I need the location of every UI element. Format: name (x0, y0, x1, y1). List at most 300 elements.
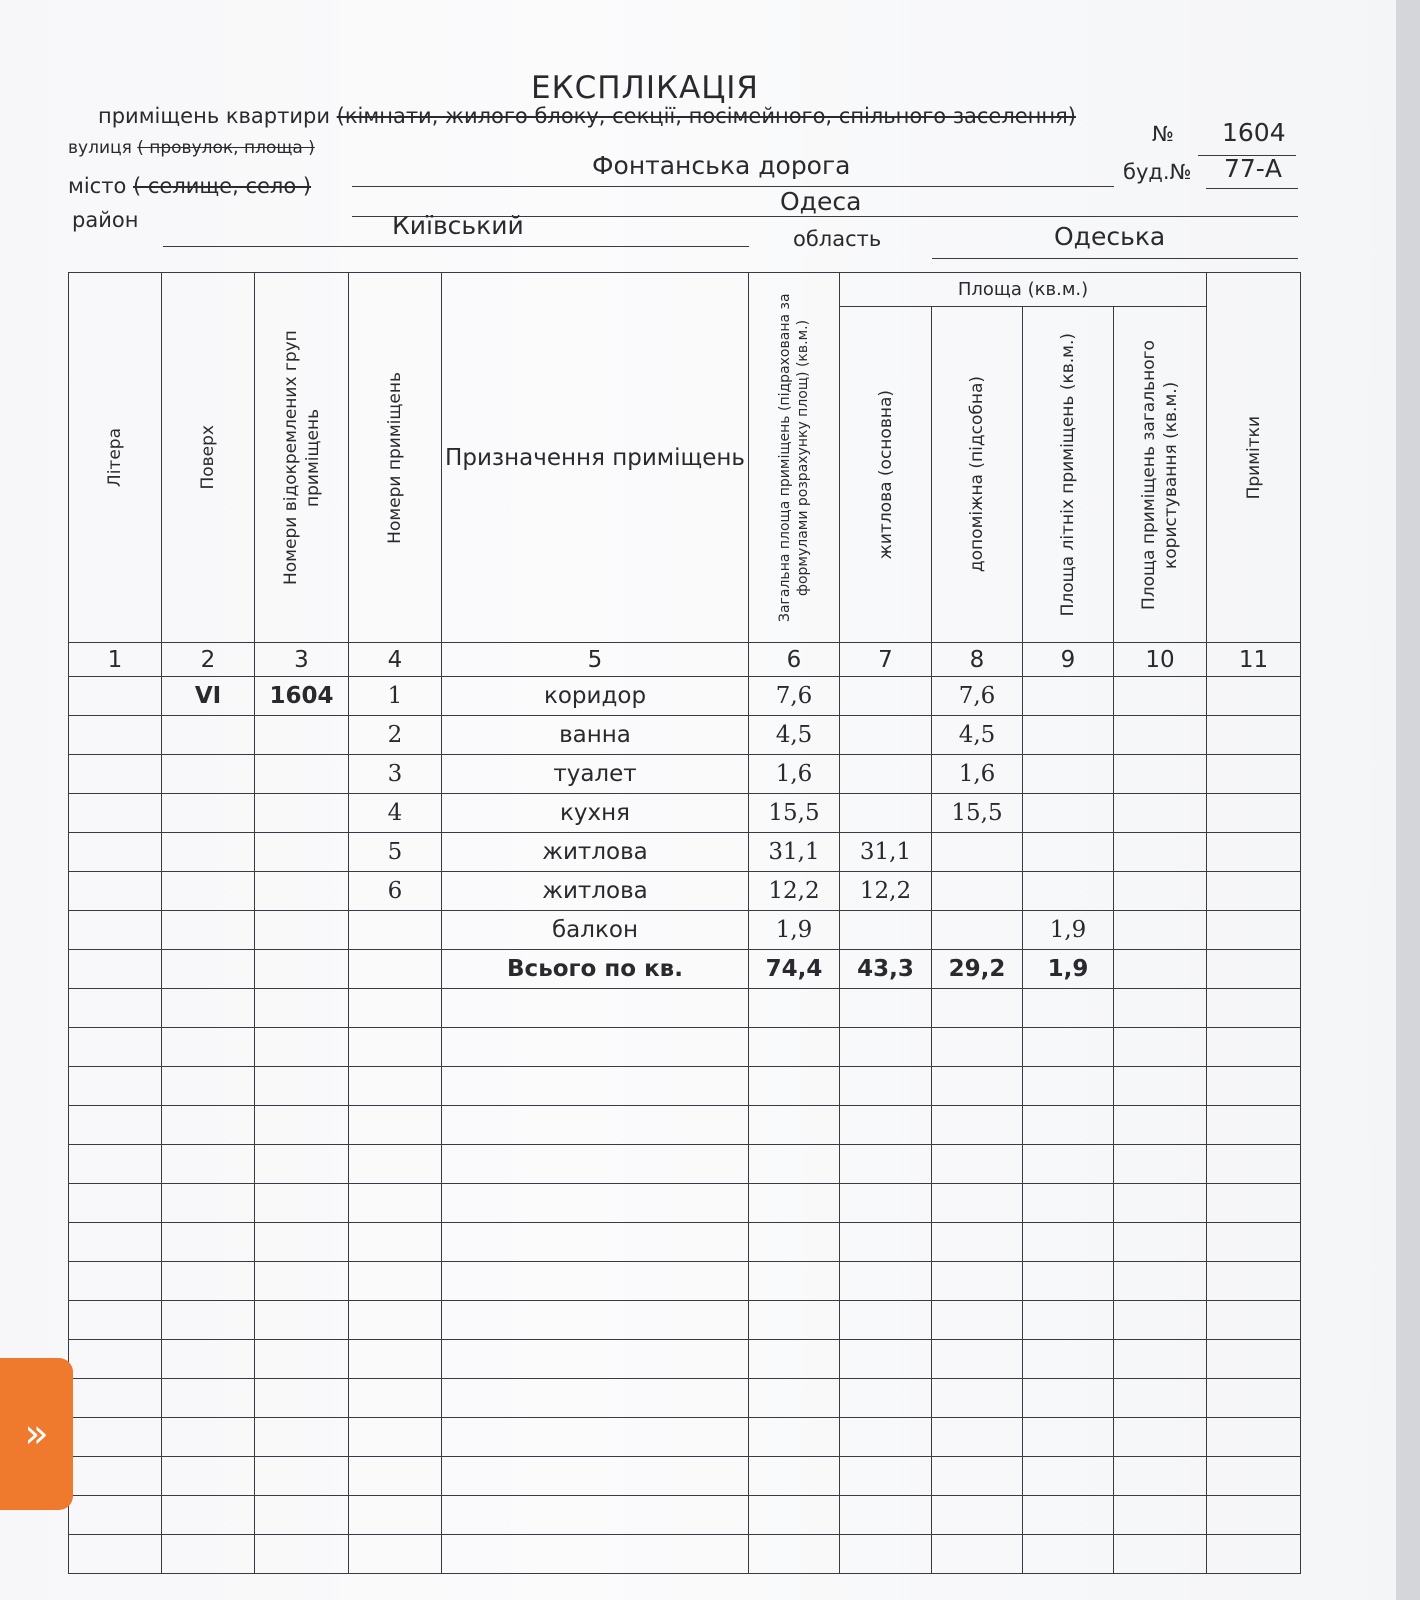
cell-auxiliary-area: 4,5 (932, 716, 1023, 755)
cell-common-area (1114, 716, 1207, 755)
header-common-area (1114, 307, 1207, 643)
region-line (932, 258, 1298, 259)
cell-summer-area: 1,9 (1023, 911, 1114, 950)
cell-floor (162, 911, 255, 950)
header-total-area-text: Загальна площа приміщень (підрахована за формулами розрахунку площ) (кв.м.) (777, 293, 811, 622)
empty-cell (442, 989, 749, 1028)
header-auxiliary-area (932, 307, 1023, 643)
cell-auxiliary-area: 7,6 (932, 677, 1023, 716)
building-number: 77-А (1224, 154, 1282, 183)
empty-cell (442, 1340, 749, 1379)
empty-cell (749, 1379, 840, 1418)
empty-cell (442, 1184, 749, 1223)
empty-cell (840, 1184, 932, 1223)
cell-purpose: кухня (442, 794, 749, 833)
cell-notes (1207, 833, 1301, 872)
empty-cell (840, 1340, 932, 1379)
apartment-label-text: приміщень квартири (98, 104, 330, 128)
table-row (69, 833, 1301, 872)
empty-cell (749, 1496, 840, 1535)
cell-common-area (1114, 833, 1207, 872)
cell-room-number: 3 (349, 755, 442, 794)
cell-purpose: житлова (442, 872, 749, 911)
empty-cell (69, 1457, 162, 1496)
empty-cell (1023, 1301, 1114, 1340)
empty-row (69, 1145, 1301, 1184)
cell-room-number: 1 (349, 677, 442, 716)
empty-cell (162, 1496, 255, 1535)
empty-cell (1207, 1184, 1301, 1223)
cell-total-area: 1,9 (749, 911, 840, 950)
empty-cell (162, 1457, 255, 1496)
cell-auxiliary-area (932, 911, 1023, 950)
empty-cell (442, 1145, 749, 1184)
cell-total-area: 4,5 (749, 716, 840, 755)
cell-auxiliary-area: 1,6 (932, 755, 1023, 794)
column-number: 11 (1207, 643, 1301, 677)
empty-cell (69, 1379, 162, 1418)
empty-cell (840, 1106, 932, 1145)
empty-cell (162, 1106, 255, 1145)
empty-cell (840, 1067, 932, 1106)
empty-cell (1207, 1145, 1301, 1184)
cell-litera (69, 833, 162, 872)
cell-living-area (840, 911, 932, 950)
empty-cell (1114, 1379, 1207, 1418)
empty-cell (932, 1184, 1023, 1223)
empty-cell (932, 1457, 1023, 1496)
empty-cell (442, 1262, 749, 1301)
cell-litera (69, 911, 162, 950)
empty-cell (69, 1145, 162, 1184)
empty-cell (932, 1379, 1023, 1418)
page-edge (1396, 0, 1420, 1600)
cell-litera (69, 755, 162, 794)
empty-row (69, 1301, 1301, 1340)
empty-row (69, 1184, 1301, 1223)
cell-group-number (255, 794, 349, 833)
cell-total-area: 74,4 (749, 950, 840, 989)
empty-row (69, 1379, 1301, 1418)
empty-cell (69, 1262, 162, 1301)
empty-cell (162, 1262, 255, 1301)
empty-cell (932, 1145, 1023, 1184)
cell-group-number (255, 950, 349, 989)
empty-cell (749, 1262, 840, 1301)
cell-room-number: 4 (349, 794, 442, 833)
cell-notes (1207, 755, 1301, 794)
empty-cell (69, 1301, 162, 1340)
empty-cell (932, 1535, 1023, 1574)
cell-living-area (840, 677, 932, 716)
street-label (68, 138, 315, 158)
empty-cell (1114, 1340, 1207, 1379)
header-auxiliary-area-text: допоміжна (підсобна) (967, 376, 987, 573)
empty-cell (840, 1262, 932, 1301)
header-living-area-text: житлова (основна) (875, 389, 896, 560)
cell-living-area (840, 755, 932, 794)
cell-summer-area (1023, 677, 1114, 716)
empty-cell (255, 989, 349, 1028)
cell-purpose: балкон (442, 911, 749, 950)
empty-row (69, 1223, 1301, 1262)
empty-cell (840, 1028, 932, 1067)
empty-cell (162, 1340, 255, 1379)
document-title: ЕКСПЛІКАЦІЯ (531, 70, 759, 106)
empty-cell (932, 1106, 1023, 1145)
empty-cell (255, 1067, 349, 1106)
empty-cell (749, 1418, 840, 1457)
column-number: 3 (255, 643, 349, 677)
empty-cell (1114, 989, 1207, 1028)
empty-row (69, 1028, 1301, 1067)
empty-cell (349, 1184, 442, 1223)
header-summer-area (1023, 307, 1114, 643)
cell-notes (1207, 911, 1301, 950)
cell-common-area (1114, 950, 1207, 989)
empty-cell (749, 989, 840, 1028)
empty-cell (255, 1106, 349, 1145)
empty-cell (349, 1301, 442, 1340)
cell-group-number (255, 872, 349, 911)
empty-cell (69, 1067, 162, 1106)
empty-cell (349, 1106, 442, 1145)
cell-living-area (840, 794, 932, 833)
empty-cell (349, 1535, 442, 1574)
empty-cell (255, 1457, 349, 1496)
empty-cell (932, 1028, 1023, 1067)
table-row (69, 677, 1301, 716)
empty-cell (1023, 1106, 1114, 1145)
empty-cell (255, 1184, 349, 1223)
empty-cell (1207, 1535, 1301, 1574)
empty-cell (69, 1223, 162, 1262)
empty-cell (349, 1457, 442, 1496)
cell-notes (1207, 677, 1301, 716)
street-type-struck: ( провулок, площа ) (137, 138, 315, 158)
table-row (69, 716, 1301, 755)
column-number: 1 (69, 643, 162, 677)
empty-cell (1023, 1262, 1114, 1301)
empty-cell (349, 1496, 442, 1535)
header-litera (69, 273, 162, 643)
empty-cell (932, 1301, 1023, 1340)
cell-floor (162, 716, 255, 755)
cell-total-area: 7,6 (749, 677, 840, 716)
empty-cell (69, 989, 162, 1028)
empty-cell (349, 1340, 442, 1379)
cell-notes (1207, 872, 1301, 911)
column-number: 6 (749, 643, 840, 677)
cell-floor (162, 794, 255, 833)
empty-cell (1023, 1379, 1114, 1418)
cell-auxiliary-area: 15,5 (932, 794, 1023, 833)
empty-cell (255, 1028, 349, 1067)
empty-cell (932, 1067, 1023, 1106)
empty-cell (749, 1145, 840, 1184)
empty-cell (1114, 1145, 1207, 1184)
column-number: 7 (840, 643, 932, 677)
empty-row (69, 1340, 1301, 1379)
empty-cell (162, 1028, 255, 1067)
empty-cell (932, 1262, 1023, 1301)
empty-cell (1207, 1418, 1301, 1457)
cell-floor (162, 872, 255, 911)
empty-cell (1207, 1028, 1301, 1067)
empty-cell (1023, 1457, 1114, 1496)
empty-cell (69, 1535, 162, 1574)
column-number-row (69, 643, 1301, 677)
empty-cell (932, 989, 1023, 1028)
empty-row (69, 989, 1301, 1028)
header-total-area (749, 273, 840, 643)
empty-cell (442, 1106, 749, 1145)
empty-cell (255, 1262, 349, 1301)
empty-row (69, 1457, 1301, 1496)
street-value: Фонтанська дорога (592, 151, 851, 180)
cell-group-number (255, 716, 349, 755)
column-number: 9 (1023, 643, 1114, 677)
cell-room-number (349, 950, 442, 989)
empty-cell (1023, 1067, 1114, 1106)
cell-litera (69, 716, 162, 755)
empty-cell (749, 1223, 840, 1262)
empty-cell (442, 1301, 749, 1340)
empty-cell (162, 1418, 255, 1457)
cell-floor (162, 833, 255, 872)
empty-cell (1114, 1028, 1207, 1067)
empty-cell (749, 1457, 840, 1496)
empty-cell (1114, 1535, 1207, 1574)
empty-cell (255, 1145, 349, 1184)
empty-cell (69, 1106, 162, 1145)
empty-cell (162, 1067, 255, 1106)
empty-cell (162, 989, 255, 1028)
empty-cell (442, 1067, 749, 1106)
empty-cell (840, 989, 932, 1028)
cell-summer-area (1023, 755, 1114, 794)
empty-cell (69, 1496, 162, 1535)
empty-cell (255, 1496, 349, 1535)
empty-cell (162, 1145, 255, 1184)
header-room-numbers (349, 273, 442, 643)
empty-cell (349, 989, 442, 1028)
empty-cell (1207, 989, 1301, 1028)
cell-litera (69, 872, 162, 911)
column-number: 10 (1114, 643, 1207, 677)
cell-common-area (1114, 794, 1207, 833)
empty-cell (1114, 1262, 1207, 1301)
cell-group-number (255, 833, 349, 872)
empty-cell (1207, 1262, 1301, 1301)
empty-cell (442, 1418, 749, 1457)
empty-cell (442, 1223, 749, 1262)
street-label-text: вулиця (68, 138, 132, 158)
empty-cell (1114, 1184, 1207, 1223)
total-row (69, 950, 1301, 989)
empty-cell (1023, 1145, 1114, 1184)
city-type-struck: ( селище, село ) (133, 174, 312, 198)
cell-notes (1207, 794, 1301, 833)
empty-cell (932, 1496, 1023, 1535)
empty-cell (162, 1184, 255, 1223)
empty-cell (840, 1535, 932, 1574)
header-area-group: Площа (кв.м.) (840, 273, 1207, 307)
header-notes (1207, 273, 1301, 643)
empty-cell (1207, 1106, 1301, 1145)
empty-cell (1114, 1496, 1207, 1535)
cell-common-area (1114, 872, 1207, 911)
header-floor (162, 273, 255, 643)
header-litera-text: Літера (105, 427, 125, 488)
empty-row (69, 1496, 1301, 1535)
cell-common-area (1114, 677, 1207, 716)
empty-cell (749, 1106, 840, 1145)
empty-cell (349, 1067, 442, 1106)
apartment-type-struck: (кімнати, жилого блоку, секції, посімейного, спільного заселення) (336, 104, 1076, 128)
cell-auxiliary-area (932, 872, 1023, 911)
city-label (68, 174, 311, 198)
cell-total-area: 15,5 (749, 794, 840, 833)
empty-cell (162, 1301, 255, 1340)
empty-cell (349, 1418, 442, 1457)
empty-cell (1114, 1418, 1207, 1457)
column-number: 8 (932, 643, 1023, 677)
cell-summer-area (1023, 833, 1114, 872)
empty-cell (749, 1340, 840, 1379)
empty-cell (1207, 1379, 1301, 1418)
empty-cell (749, 1301, 840, 1340)
header-common-area-text: Площа приміщень загального користування (кв.м.) (1139, 339, 1181, 610)
district-label: район (72, 208, 139, 232)
empty-cell (932, 1340, 1023, 1379)
empty-row (69, 1535, 1301, 1574)
header-floor-text: Поверх (198, 425, 218, 490)
building-line (1206, 188, 1298, 189)
street-line (352, 186, 1114, 187)
explication-table (68, 272, 1301, 1574)
empty-cell (349, 1145, 442, 1184)
cell-floor (162, 950, 255, 989)
empty-cell (442, 1379, 749, 1418)
column-number: 4 (349, 643, 442, 677)
cell-purpose: Всього по кв. (442, 950, 749, 989)
empty-cell (1023, 1028, 1114, 1067)
district-value: Київський (392, 211, 524, 240)
header-group-numbers (255, 273, 349, 643)
cell-group-number (255, 755, 349, 794)
header-summer-area-text: Площа літніх приміщень (кв.м.) (1058, 332, 1078, 617)
empty-cell (1114, 1106, 1207, 1145)
empty-row (69, 1262, 1301, 1301)
empty-cell (69, 1184, 162, 1223)
empty-cell (1207, 1340, 1301, 1379)
column-number: 5 (442, 643, 749, 677)
cell-living-area (840, 716, 932, 755)
empty-cell (1114, 1223, 1207, 1262)
cell-summer-area (1023, 794, 1114, 833)
empty-cell (442, 1535, 749, 1574)
cell-summer-area (1023, 872, 1114, 911)
cell-purpose: туалет (442, 755, 749, 794)
empty-cell (1114, 1067, 1207, 1106)
cell-common-area (1114, 755, 1207, 794)
empty-cell (749, 1067, 840, 1106)
cell-litera (69, 950, 162, 989)
empty-cell (1207, 1496, 1301, 1535)
empty-cell (1207, 1301, 1301, 1340)
empty-cell (349, 1379, 442, 1418)
cell-group-number (255, 911, 349, 950)
empty-cell (749, 1184, 840, 1223)
empty-cell (932, 1223, 1023, 1262)
empty-cell (255, 1418, 349, 1457)
empty-cell (1207, 1457, 1301, 1496)
cell-notes (1207, 950, 1301, 989)
empty-cell (932, 1418, 1023, 1457)
empty-cell (442, 1028, 749, 1067)
cell-notes (1207, 716, 1301, 755)
cell-summer-area: 1,9 (1023, 950, 1114, 989)
empty-cell (840, 1418, 932, 1457)
apartment-number: 1604 (1222, 118, 1286, 147)
table-row (69, 794, 1301, 833)
empty-cell (840, 1301, 932, 1340)
empty-row (69, 1106, 1301, 1145)
district-line (163, 246, 749, 247)
empty-cell (255, 1223, 349, 1262)
building-label: буд.№ (1123, 160, 1192, 184)
cell-living-area: 12,2 (840, 872, 932, 911)
table-row (69, 911, 1301, 950)
empty-cell (69, 1340, 162, 1379)
cell-total-area: 12,2 (749, 872, 840, 911)
empty-cell (255, 1340, 349, 1379)
empty-cell (442, 1496, 749, 1535)
region-label: область (793, 227, 882, 251)
city-value: Одеса (780, 187, 862, 216)
empty-cell (162, 1223, 255, 1262)
cell-room-number: 2 (349, 716, 442, 755)
empty-cell (1023, 1496, 1114, 1535)
table-row (69, 872, 1301, 911)
empty-cell (255, 1379, 349, 1418)
empty-cell (749, 1028, 840, 1067)
empty-cell (1023, 1184, 1114, 1223)
number-label: № (1152, 122, 1174, 146)
empty-cell (840, 1457, 932, 1496)
header-group-numbers-text: Номери відокремлених груп приміщень (280, 330, 323, 585)
cell-purpose: житлова (442, 833, 749, 872)
empty-cell (1023, 989, 1114, 1028)
cell-living-area: 43,3 (840, 950, 932, 989)
empty-cell (840, 1145, 932, 1184)
empty-cell (162, 1379, 255, 1418)
side-panel-toggle-button[interactable] (0, 1358, 73, 1510)
empty-cell (1114, 1457, 1207, 1496)
double-chevron-right-icon: » (24, 1411, 49, 1457)
empty-cell (1023, 1418, 1114, 1457)
cell-common-area (1114, 911, 1207, 950)
cell-purpose: ванна (442, 716, 749, 755)
header-purpose: Призначення приміщень (442, 273, 749, 643)
apartment-label (98, 104, 1076, 128)
cell-room-number: 6 (349, 872, 442, 911)
empty-cell (840, 1223, 932, 1262)
empty-cell (442, 1457, 749, 1496)
empty-cell (840, 1496, 932, 1535)
cell-floor: VI (162, 677, 255, 716)
